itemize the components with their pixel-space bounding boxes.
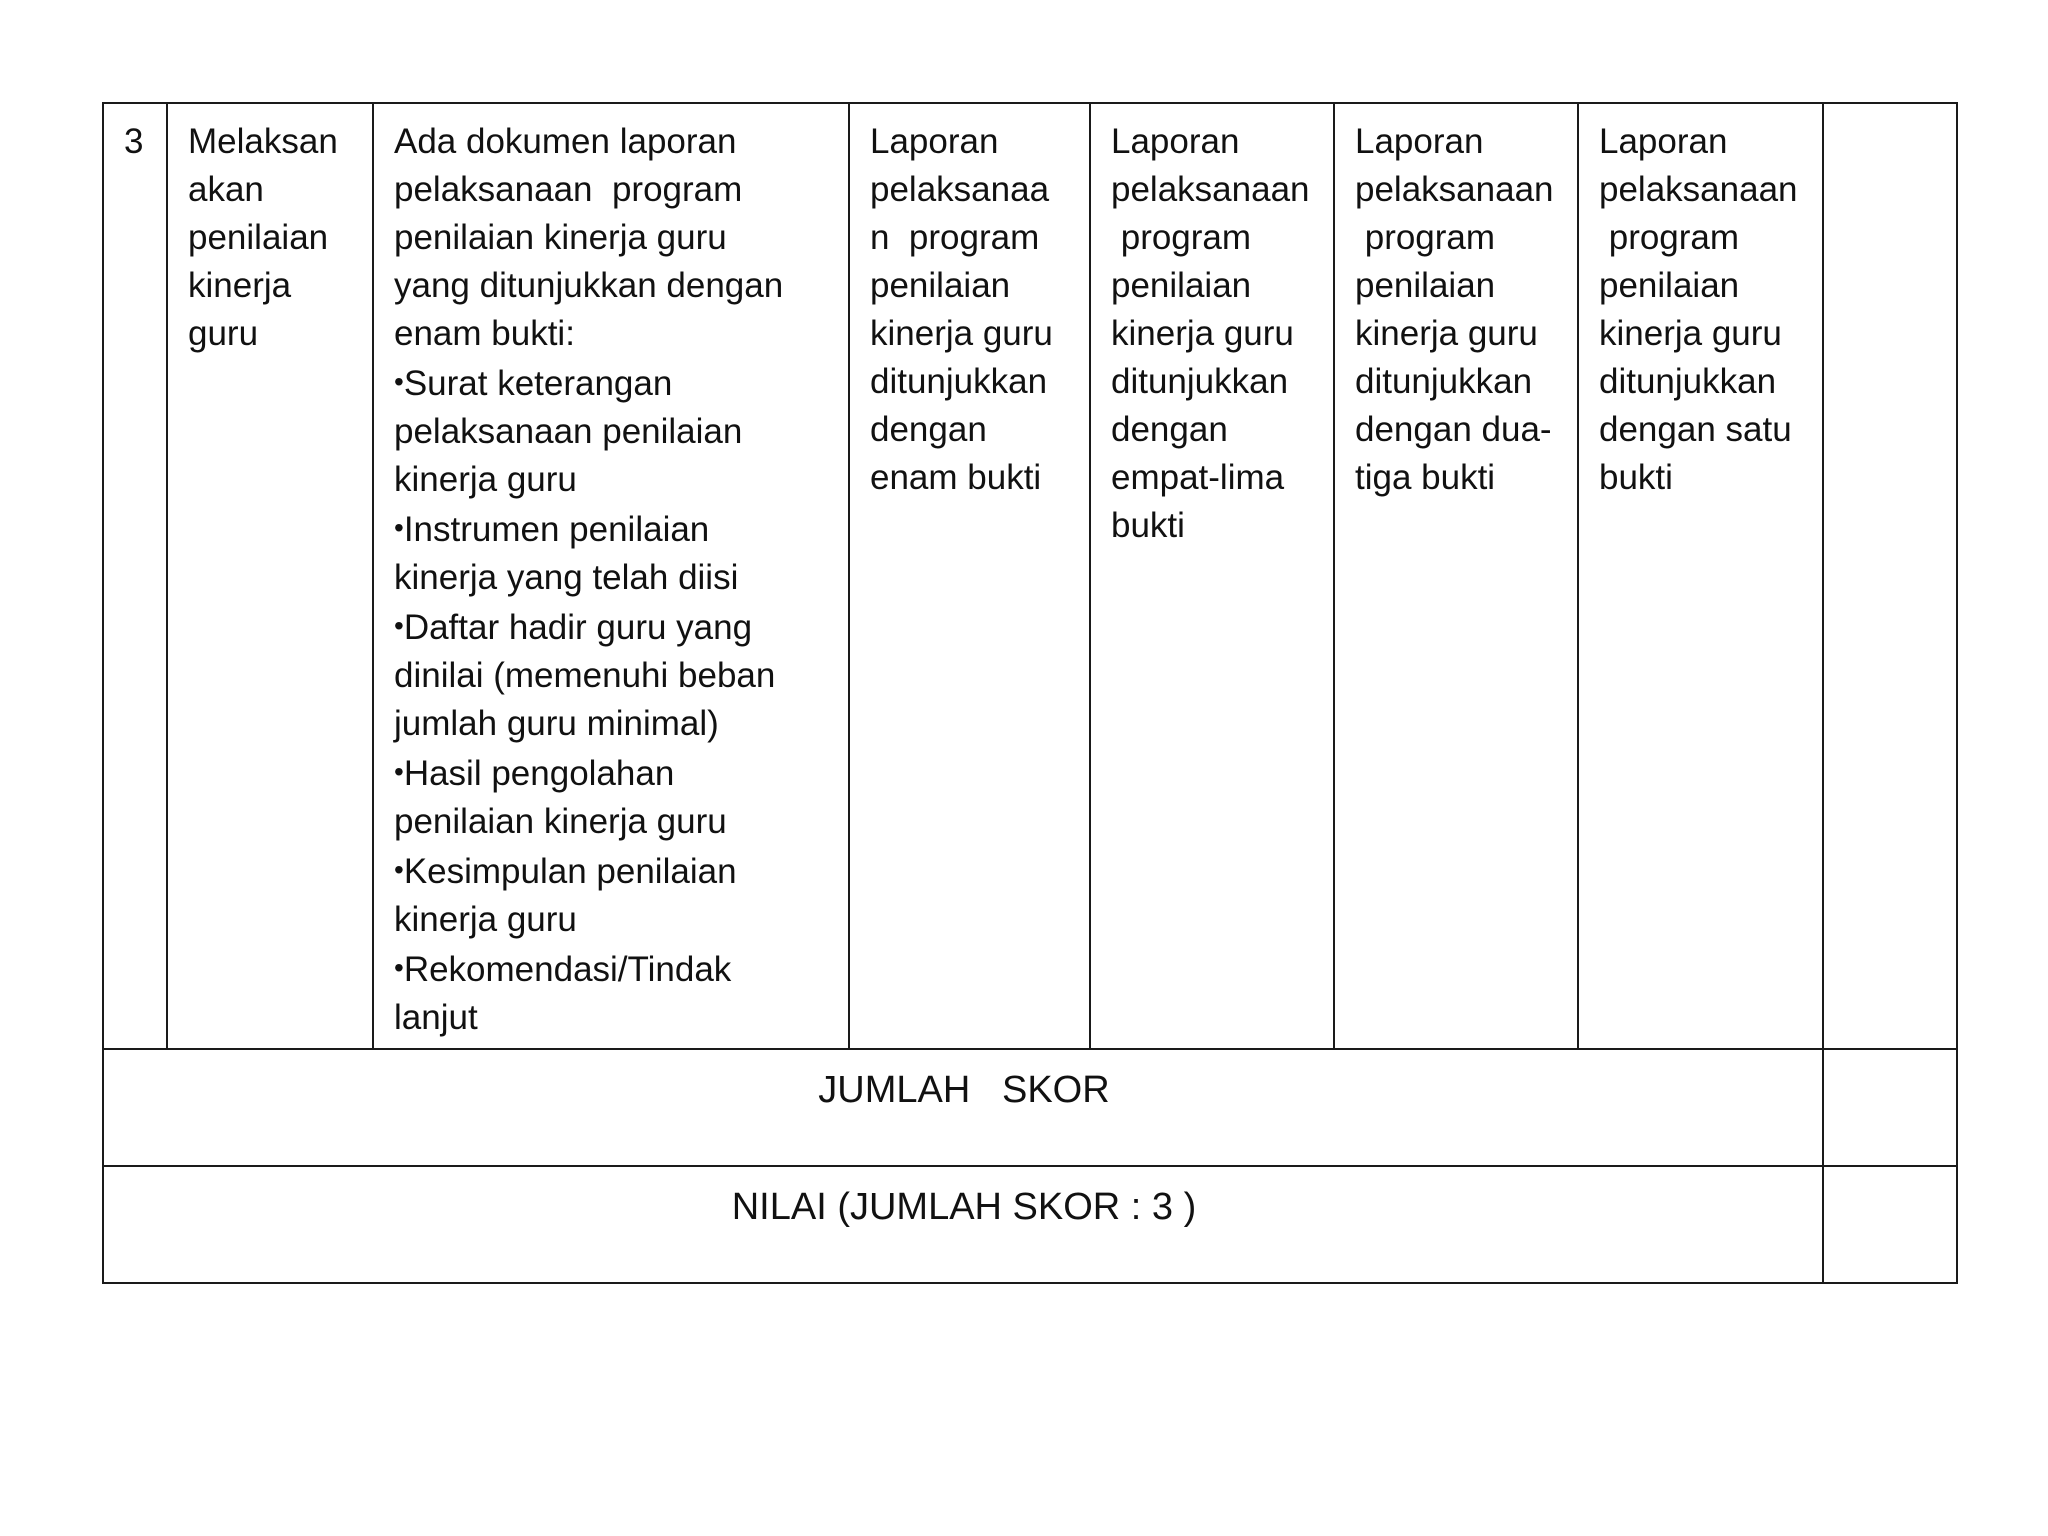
bullet-line: penilaian kinerja guru bbox=[394, 802, 727, 841]
score-value-cell[interactable] bbox=[1823, 103, 1957, 1049]
indicator-cell bbox=[373, 103, 849, 1049]
table-row bbox=[103, 103, 1957, 1049]
bullet-line: Hasil pengolahan bbox=[403, 754, 675, 793]
criteria-line: ditunjukkan bbox=[1599, 362, 1777, 401]
score-1-cell bbox=[1578, 103, 1823, 1049]
bullet-line: Rekomendasi/Tindak bbox=[403, 950, 732, 989]
criteria-line: penilaian bbox=[1599, 266, 1740, 305]
row-number: 3 bbox=[124, 122, 144, 161]
bullet-icon: • bbox=[394, 610, 404, 641]
aspect-line: akan bbox=[188, 170, 264, 209]
row-number-cell bbox=[103, 103, 167, 1049]
score-3-cell bbox=[1090, 103, 1334, 1049]
bullet-icon: • bbox=[394, 854, 404, 885]
bullet-line: Kesimpulan penilaian bbox=[403, 852, 737, 891]
final-grade-label: NILAI (JUMLAH SKOR : 3 ) bbox=[731, 1186, 1197, 1228]
bullet-line: lanjut bbox=[394, 998, 478, 1037]
criteria-line: empat-lima bbox=[1111, 458, 1285, 497]
evidence-bullet-item bbox=[394, 358, 830, 504]
criteria-line: penilaian bbox=[1111, 266, 1252, 305]
criteria-line: n program bbox=[870, 218, 1040, 257]
bullet-icon: • bbox=[394, 366, 404, 397]
criteria-line: dengan satu bbox=[1599, 410, 1792, 449]
criteria-line: dengan bbox=[870, 410, 987, 449]
criteria-line: ditunjukkan bbox=[870, 362, 1048, 401]
criteria-line: Laporan bbox=[1355, 122, 1484, 161]
criteria-line: Laporan bbox=[1111, 122, 1240, 161]
criteria-line: program bbox=[1111, 218, 1252, 257]
criteria-line: pelaksanaa bbox=[870, 170, 1050, 209]
criteria-line: bukti bbox=[1599, 458, 1673, 497]
criteria-line: dengan bbox=[1111, 410, 1228, 449]
bullet-line: jumlah guru minimal) bbox=[394, 704, 719, 743]
final-grade-value-cell[interactable] bbox=[1823, 1166, 1957, 1283]
criteria-line: penilaian bbox=[870, 266, 1011, 305]
indicator-intro-line: enam bukti: bbox=[394, 314, 575, 353]
criteria-line: kinerja guru bbox=[1355, 314, 1538, 353]
total-score-row bbox=[103, 1049, 1957, 1166]
bullet-line: Daftar hadir guru yang bbox=[403, 608, 753, 647]
score-2-cell bbox=[1334, 103, 1578, 1049]
total-score-label: JUMLAH SKOR bbox=[818, 1069, 1110, 1111]
criteria-line: pelaksanaan bbox=[1599, 170, 1798, 209]
bullet-line: pelaksanaan penilaian bbox=[394, 412, 743, 451]
criteria-line: tiga bukti bbox=[1355, 458, 1496, 497]
criteria-line: ditunjukkan bbox=[1355, 362, 1533, 401]
criteria-line: program bbox=[1355, 218, 1496, 257]
criteria-line: program bbox=[1599, 218, 1740, 257]
aspect-cell bbox=[167, 103, 373, 1049]
evidence-bullet-item bbox=[394, 504, 830, 602]
indicator-intro-line: yang ditunjukkan dengan bbox=[394, 266, 784, 305]
bullet-line: Surat keterangan bbox=[403, 364, 673, 403]
criteria-line: bukti bbox=[1111, 506, 1185, 545]
indicator-intro-line: penilaian kinerja guru bbox=[394, 218, 727, 257]
criteria-line: pelaksanaan bbox=[1355, 170, 1554, 209]
bullet-line: dinilai (memenuhi beban bbox=[394, 656, 776, 695]
bullet-line: Instrumen penilaian bbox=[403, 510, 710, 549]
indicator-intro-line: pelaksanaan program bbox=[394, 170, 743, 209]
aspect-line: Melaksan bbox=[188, 122, 338, 161]
aspect-line: penilaian bbox=[188, 218, 329, 257]
score-4-cell bbox=[849, 103, 1090, 1049]
bullet-icon: • bbox=[394, 756, 404, 787]
bullet-line: kinerja guru bbox=[394, 460, 577, 499]
criteria-line: ditunjukkan bbox=[1111, 362, 1289, 401]
evidence-bullet-item bbox=[394, 602, 830, 748]
aspect-line: kinerja bbox=[188, 266, 292, 305]
evidence-bullet-item bbox=[394, 846, 830, 944]
criteria-line: enam bukti bbox=[870, 458, 1042, 497]
criteria-line: pelaksanaan bbox=[1111, 170, 1310, 209]
bullet-line: kinerja yang telah diisi bbox=[394, 558, 739, 597]
evidence-bullet-item bbox=[394, 748, 830, 846]
assessment-rubric-table bbox=[102, 102, 1958, 1284]
aspect-line: guru bbox=[188, 314, 259, 353]
bullet-line: kinerja guru bbox=[394, 900, 577, 939]
criteria-line: Laporan bbox=[1599, 122, 1728, 161]
final-grade-label-cell bbox=[103, 1166, 1823, 1283]
total-score-value-cell[interactable] bbox=[1823, 1049, 1957, 1166]
criteria-line: kinerja guru bbox=[870, 314, 1053, 353]
criteria-line: kinerja guru bbox=[1599, 314, 1782, 353]
final-grade-row bbox=[103, 1166, 1957, 1283]
criteria-line: Laporan bbox=[870, 122, 999, 161]
evidence-bullet-item bbox=[394, 944, 830, 1042]
bullet-icon: • bbox=[394, 952, 404, 983]
criteria-line: penilaian bbox=[1355, 266, 1496, 305]
criteria-line: kinerja guru bbox=[1111, 314, 1294, 353]
indicator-intro-line: Ada dokumen laporan bbox=[394, 122, 737, 161]
bullet-icon: • bbox=[394, 512, 404, 543]
criteria-line: dengan dua- bbox=[1355, 410, 1552, 449]
total-score-label-cell bbox=[103, 1049, 1823, 1166]
